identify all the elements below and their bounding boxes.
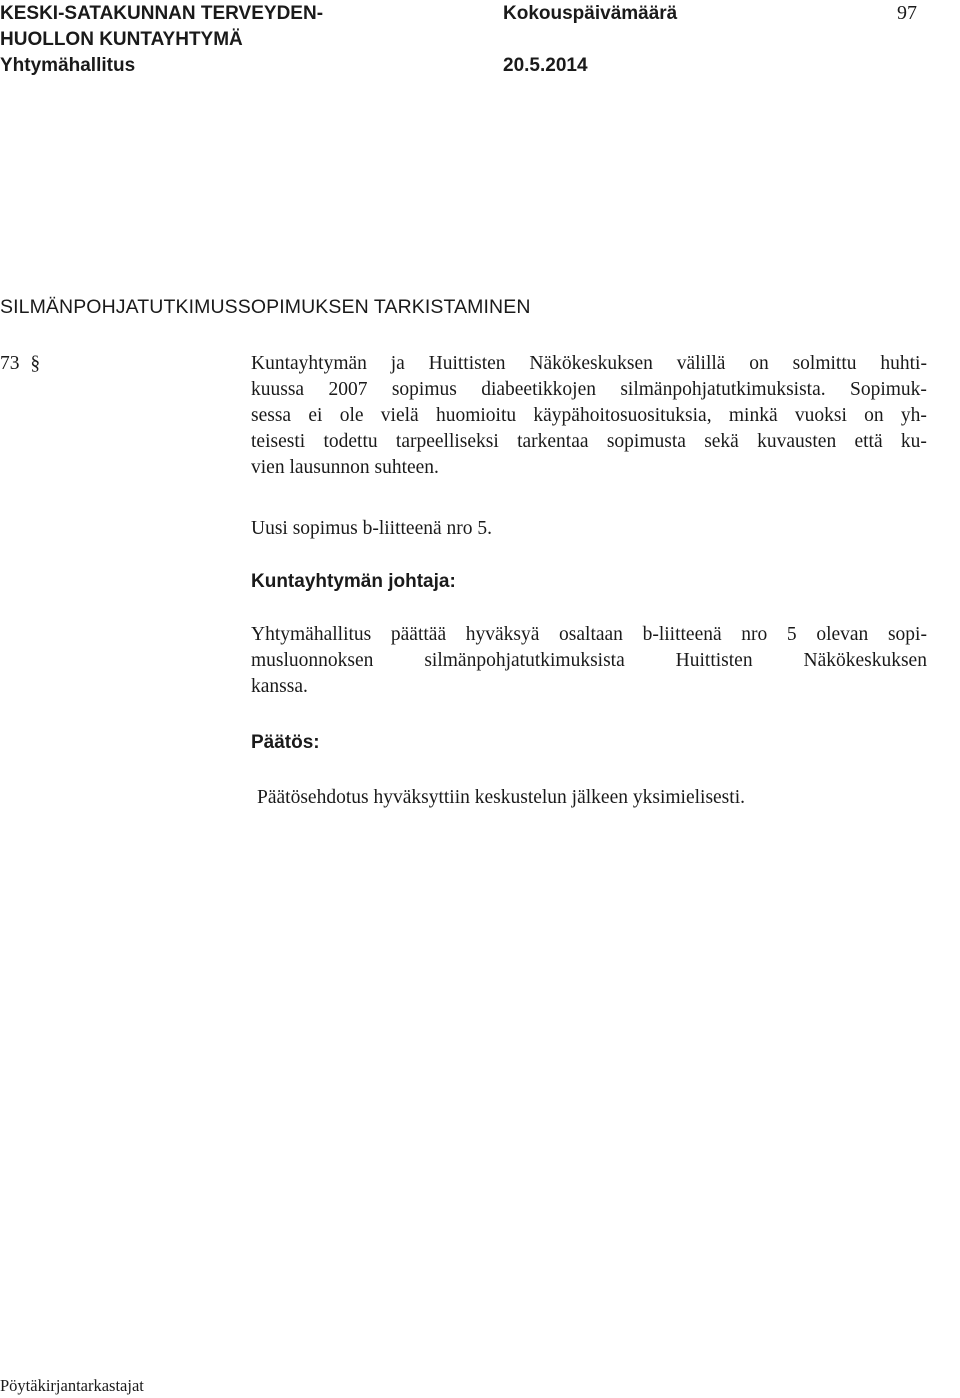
word: käypähoitosuosituksia, (533, 405, 712, 426)
meeting-date: 20.5.2014 (503, 55, 588, 76)
proposal-line-3: kanssa. (251, 676, 308, 697)
word: vuoksi (794, 405, 847, 426)
word: olevan (816, 624, 869, 645)
word: silmänpohjatutkimuksista. (620, 379, 826, 400)
word: ei (308, 405, 323, 426)
word: sopi- (887, 624, 927, 645)
attachment-note: Uusi sopimus b-liitteenä nro 5. (251, 518, 493, 539)
word: on (749, 353, 769, 374)
paragraph-line-1 (251, 351, 927, 377)
word: b-liitteenä (642, 624, 722, 645)
paragraph-symbol-icon: § (30, 353, 41, 374)
footer-signers: Pöytäkirjantarkastajat (0, 1376, 144, 1395)
word: tarpeelliseksi (395, 431, 499, 452)
word: sekä (704, 431, 739, 452)
word: solmittu (792, 353, 857, 374)
word: teisesti (251, 431, 306, 452)
word: Huittisten (675, 650, 753, 671)
word: sopimusta (606, 431, 686, 452)
word: vielä (380, 405, 419, 426)
paragraph-line-4 (251, 429, 927, 455)
word: ja (390, 353, 405, 374)
word: todettu (323, 431, 378, 452)
word: sopimus (391, 379, 457, 400)
word: osaltaan (559, 624, 623, 645)
word: tarkentaa (517, 431, 589, 452)
org-name-line2: HUOLLON KUNTAYHTYMÄ (0, 29, 243, 50)
word: Sopimuk- (850, 379, 927, 400)
word: kuussa (251, 379, 305, 400)
paragraph-line-3 (251, 403, 927, 429)
word: 5 (786, 624, 797, 645)
section-number-value: 73 (0, 353, 20, 374)
word: Näkökeskuksen (803, 650, 927, 671)
word: huhti- (880, 353, 927, 374)
word: ku- (900, 431, 927, 452)
proposal-label: Kuntayhtymän johtaja: (251, 571, 456, 592)
section-number (0, 351, 40, 377)
decision-label: Päätös: (251, 732, 320, 753)
word: Yhtymähallitus (251, 624, 372, 645)
page-number: 97 (897, 2, 917, 24)
word: silmänpohjatutkimuksista (424, 650, 625, 671)
word: Näkökeskuksen (529, 353, 653, 374)
word: päättää (390, 624, 447, 645)
word: diabeetikkojen (481, 379, 596, 400)
word: 2007 (328, 379, 368, 400)
word: ole (339, 405, 364, 426)
section-title: SILMÄNPOHJATUTKIMUSSOPIMUKSEN TARKISTAMINEN (0, 296, 531, 318)
word: kuvausten (757, 431, 837, 452)
proposal-line-2 (251, 648, 927, 674)
meeting-date-label: Kokouspäivämäärä (503, 3, 678, 24)
word: huomioitu (435, 405, 517, 426)
word: välillä (676, 353, 726, 374)
decision-text: Päätösehdotus hyväksyttiin keskustelun jälkeen yksimielisesti. (257, 787, 745, 808)
word: musluonnoksen (251, 650, 374, 671)
word: nro (741, 624, 768, 645)
word: on (864, 405, 884, 426)
word: yh- (900, 405, 927, 426)
word: hyväksyä (465, 624, 540, 645)
word: Huittisten (428, 353, 506, 374)
word: sessa (251, 405, 292, 426)
proposal-line-1 (251, 622, 927, 648)
paragraph-main (251, 351, 927, 481)
board-name: Yhtymähallitus (0, 55, 136, 76)
word: että (854, 431, 883, 452)
word: Kuntayhtymän (251, 353, 367, 374)
proposal-text (251, 622, 927, 700)
org-name-line1: KESKI-SATAKUNNAN TERVEYDEN- (0, 3, 324, 24)
paragraph-line-5: vien lausunnon suhteen. (251, 457, 439, 478)
paragraph-line-2 (251, 377, 927, 403)
word: minkä (728, 405, 778, 426)
